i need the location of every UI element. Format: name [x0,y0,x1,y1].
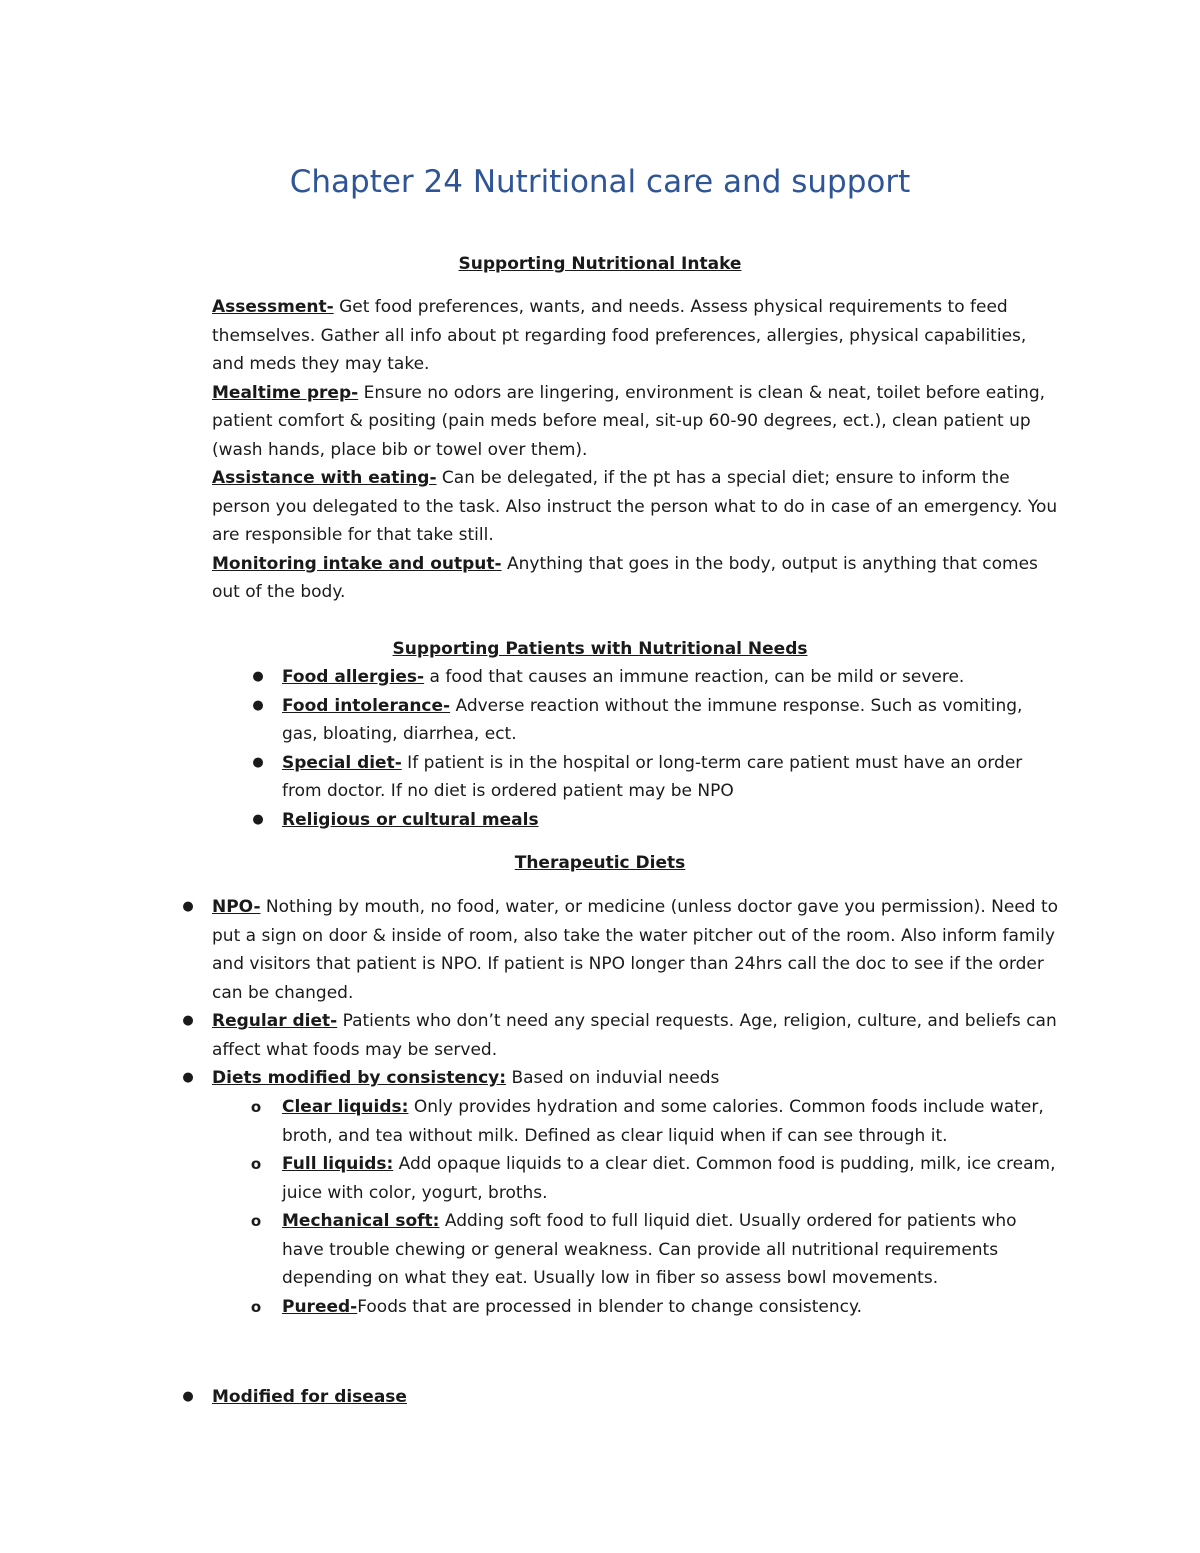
sub-bullet-icon: o [250,1155,262,1173]
label-special-diet: Special diet- [282,752,402,773]
list-item [252,749,1062,806]
text-regular-diet: Patients who don’t need any special requests. Age, religion, culture, and beliefs can affect what foods may be served. [212,1011,1057,1060]
paragraph-assessment [212,293,1062,379]
label-monitoring-intake: Monitoring intake and output- [212,553,502,574]
label-clear-liquids: Clear liquids: [282,1097,409,1117]
list-item [182,1064,1062,1093]
page-title: Chapter 24 Nutritional care and support [289,164,911,200]
bullet-icon: ● [252,697,264,713]
label-food-intolerance: Food intolerance- [282,695,451,716]
list-item [182,1007,1062,1064]
label-assessment: Assessment- [212,297,334,317]
sub-bullet-icon: o [250,1297,262,1316]
label-full-liquids: Full liquids: [282,1154,394,1174]
text-full-liquids: Add opaque liquids to a clear diet. Common food is pudding, milk, ice cream, juice with color, yogurt, broths. [282,1154,1056,1203]
label-mealtime-prep: Mealtime prep- [212,382,359,403]
label-npo: NPO- [212,897,261,917]
label-pureed: Pureed- [282,1296,358,1317]
section-heading-therapeutic-diets: Therapeutic Diets [514,853,686,873]
bullet-icon: ● [182,1389,194,1404]
text-mealtime-prep: Ensure no odors are lingering, environment is clean & neat, toilet before eating, patient comfort & positing (pain meds before meal, sit-up 60-90 degrees, ect.), clean patient up (wash hands, place bib or towel over them). [212,382,1046,460]
consistency-sublist [250,1093,1062,1321]
bullet-icon: ● [182,899,194,914]
paragraph-monitoring-intake [212,550,1062,607]
list-item [252,663,1062,692]
text-assistance-eating: Can be delegated, if the pt has a special diet; ensure to inform the person you delegated to the task. Also instruct the person what to do in case of an emergency. You are responsible for that take still. [212,468,1058,545]
sub-bullet-icon: o [250,1098,262,1116]
label-regular-diet: Regular diet- [212,1011,338,1031]
paragraph-mealtime-prep [212,379,1062,465]
nutritional-needs-list [252,663,1062,834]
sub-list-item [250,1093,1062,1150]
text-diets-consistency: Based on induvial needs [506,1068,720,1088]
bullet-icon: ● [252,811,264,827]
section-heading-nutritional-intake: Supporting Nutritional Intake [458,254,742,274]
list-item [252,692,1062,749]
sub-list-item [250,1293,1062,1322]
bullet-icon: ● [182,1013,194,1028]
text-monitoring-intake: Anything that goes in the body, output is anything that comes out of the body. [212,553,1038,602]
label-food-allergies: Food allergies- [282,667,425,687]
bullet-icon: ● [252,669,264,684]
label-assistance-eating: Assistance with eating- [212,468,437,488]
text-special-diet: If patient is in the hospital or long-term care patient must have an order from doctor. If no diet is ordered patient may be NPO [282,752,1023,801]
section-nutritional-intake-body [212,293,1062,607]
label-modified-disease: Modified for disease [212,1387,407,1407]
text-assessment: Get food preferences, wants, and needs. Assess physical requirements to feed themselves. Gather all info about pt regarding food preferences, allergies, physical capabilities, and meds they may take. [212,297,1027,374]
text-npo: Nothing by mouth, no food, water, or medicine (unless doctor gave you permission). Need to put a sign on door & inside of room, also take the water pitcher out of the room. Also inform family and visitors that patient is NPO. If patient is NPO longer than 24hrs call the doc to see if the order can be changed. [212,897,1059,1003]
list-item [182,893,1062,1007]
sub-list-item [250,1207,1062,1293]
section-heading-nutritional-needs: Supporting Patients with Nutritional Needs [392,639,808,659]
text-pureed: Foods that are processed in blender to change consistency. [357,1296,863,1317]
label-diets-consistency: Diets modified by consistency: [212,1068,507,1088]
label-religious-meals: Religious or cultural meals [282,809,539,830]
text-clear-liquids: Only provides hydration and some calories. Common foods include water, broth, and tea without milk. Defined as clear liquid when if can see through it. [282,1097,1044,1146]
text-food-allergies: a food that causes an immune reaction, can be mild or severe. [424,667,965,687]
bullet-icon: ● [252,754,264,770]
list-item [182,1383,1062,1412]
disease-list [182,1383,1062,1412]
sub-bullet-icon: o [250,1212,262,1230]
bullet-icon: ● [182,1070,194,1085]
text-food-intolerance: Adverse reaction without the immune response. Such as vomiting, gas, bloating, diarrhea, ect. [282,695,1023,744]
sub-list-item [250,1150,1062,1207]
text-mechanical-soft: Adding soft food to full liquid diet. Usually ordered for patients who have trouble chewing or general weakness. Can provide all nutritional requirements depending on what they eat. Usually low in fiber so assess bowl movements. [282,1211,1017,1288]
label-mechanical-soft: Mechanical soft: [282,1211,440,1231]
paragraph-assistance-eating [212,464,1062,550]
therapeutic-diets-list [182,893,1062,1093]
list-item [252,806,1062,835]
